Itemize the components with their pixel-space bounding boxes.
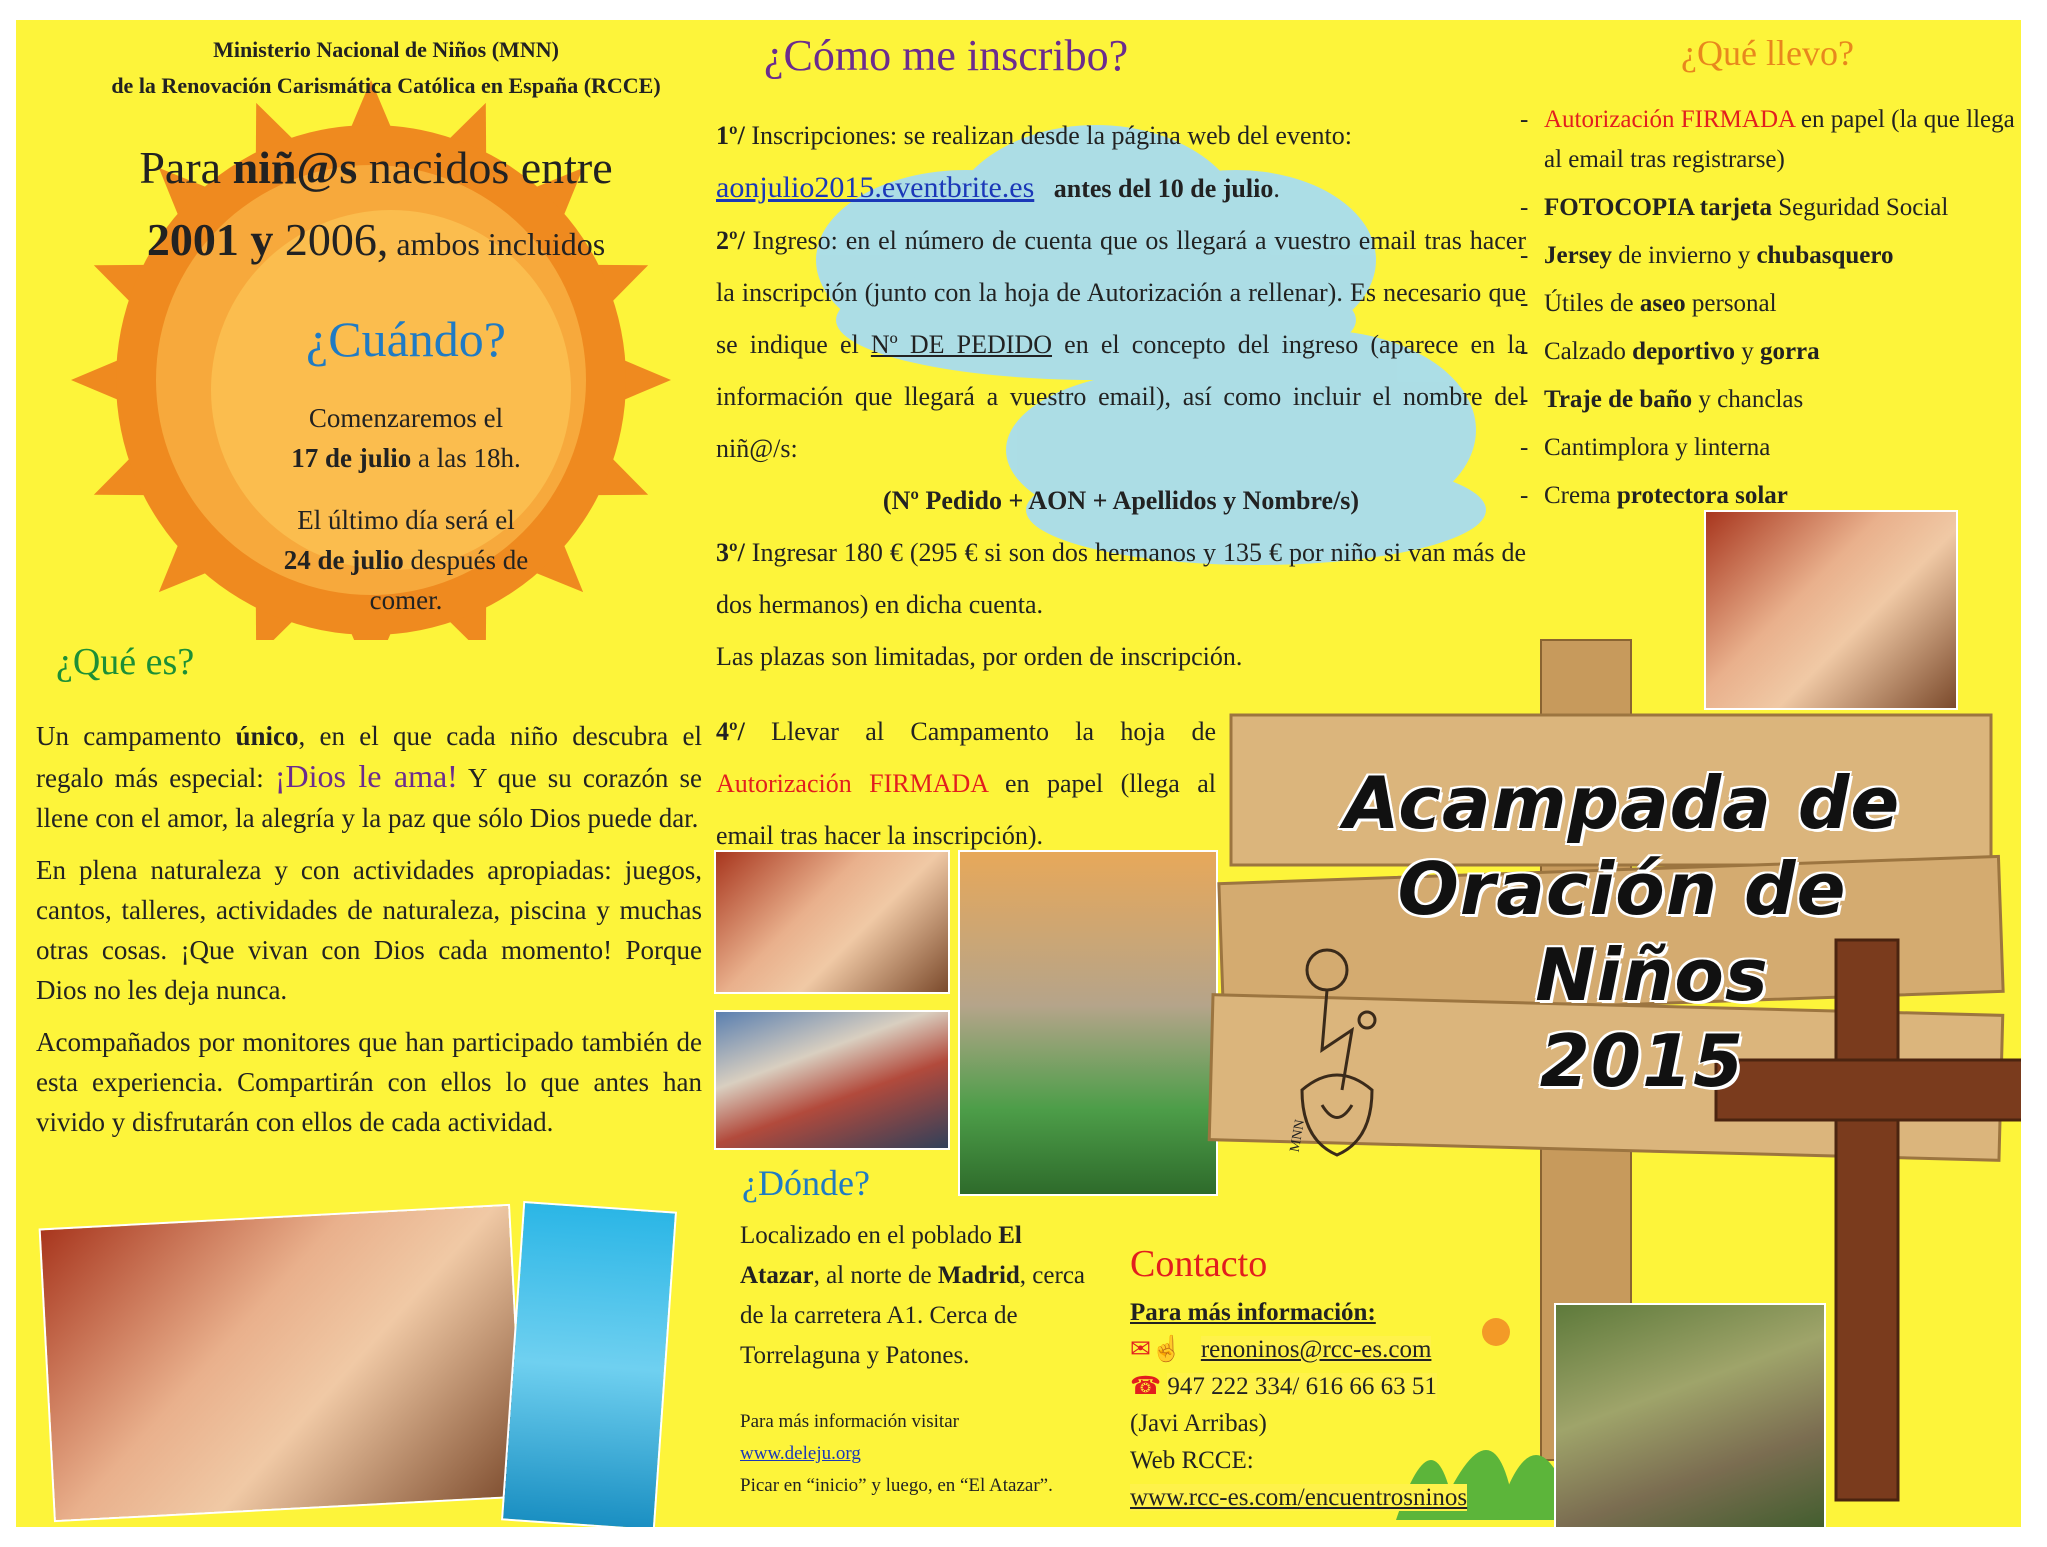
cuando-start-line: Comenzaremos el <box>308 403 504 433</box>
packing-list <box>1516 100 2021 524</box>
cuando-start-date: 17 de julio <box>291 443 412 473</box>
contact-web-link[interactable]: www.rcc-es.com/encuentrosninos <box>1130 1484 1468 1511</box>
camp-title-line-2: Oración de <box>1397 847 1847 931</box>
step-3-number: 3º/ <box>716 538 745 567</box>
donde-city: Madrid <box>937 1262 1020 1289</box>
cuando-end-rest: después de <box>403 545 529 575</box>
que-es-heading: ¿Qué es? <box>56 641 195 683</box>
packing-item-swimsuit <box>1516 380 2021 420</box>
packing-flipflops: y chanclas <box>1692 386 1804 413</box>
packing-jersey-text: de invierno y <box>1612 242 1757 269</box>
step-4-signed-auth: Autorización FIRMADA <box>716 769 988 798</box>
packing-item-jersey <box>1516 236 2021 276</box>
step-4-text-b: en papel (llega al email tras hacer la inscripción). <box>716 769 1217 850</box>
donde-town: El Atazar <box>740 1222 1022 1289</box>
step-2-order-number: Nº DE PEDIDO <box>870 330 1053 359</box>
packing-raincoat: chubasquero <box>1756 242 1894 269</box>
org-affiliation: de la Renovación Carismática Católica en España (RCCE) <box>111 73 661 98</box>
inscribo-steps <box>716 110 1536 683</box>
camp-title-line-4: 2015 <box>1539 1019 1745 1103</box>
photo-microphone <box>716 852 948 992</box>
packing-cream: Crema <box>1544 482 1617 509</box>
contact-phone: 947 222 334/ 616 66 63 51 <box>1167 1373 1437 1400</box>
step-1-text: Inscripciones: se realizan desde la página web del evento: <box>744 121 1352 150</box>
packing-item-sunscreen <box>1516 476 2021 516</box>
que-es-p1-b: , en el que cada niño descubra el regalo más especial: <box>36 721 702 793</box>
audience-suffix: nacidos entre <box>357 142 613 193</box>
audience-years-end: 2006, <box>273 214 389 265</box>
audience-included: ambos incluidos <box>388 226 606 262</box>
audience-prefix: Para <box>139 142 233 193</box>
contact-heading: Contacto <box>1130 1243 1268 1285</box>
packing-sport: deportivo <box>1632 338 1735 365</box>
cuando-end-line: El último día será el <box>297 505 515 535</box>
que-es-p1-c: Y que su corazón se llene con el amor, la alegría y la paz que sólo Dios puede dar. <box>36 763 703 833</box>
audience-kids: niñ@s <box>232 142 358 193</box>
donde-t3: , cerca de la carretera A1. Cerca de Torrelaguna y Patones. <box>740 1262 1086 1369</box>
contact-email-link[interactable]: renoninos@rcc-es.com <box>1200 1336 1432 1363</box>
packing-item-authorization <box>1516 100 2021 180</box>
packing-auth-red: Autorización FIRMADA <box>1544 106 1795 133</box>
mnn-logo-text: MNN <box>1287 1118 1309 1154</box>
packing-toiletries-bold: aseo <box>1639 290 1686 317</box>
que-es-p1-bold: único <box>235 721 299 751</box>
photo-group <box>716 1012 948 1148</box>
packing-toiletries-text: Útiles de <box>1544 290 1640 317</box>
step-1-number: 1º/ <box>716 121 745 150</box>
camp-title-line-1: Acampada de <box>1343 761 1901 845</box>
packing-card-rest: Seguridad Social <box>1771 194 1949 221</box>
packing-item-health-card <box>1516 188 2021 228</box>
cuando-end-last: comer. <box>369 585 443 615</box>
packing-shoes-text: Calzado <box>1544 338 1633 365</box>
contact-phone-row <box>1130 1368 1560 1405</box>
packing-item-shoes <box>1516 332 2021 372</box>
org-header <box>46 32 726 104</box>
step-1-link-line <box>716 162 1536 215</box>
contact-person: (Javi Arribas) <box>1130 1410 1267 1437</box>
photo-river <box>1556 1305 1824 1527</box>
step-4 <box>716 706 1216 862</box>
step-2-text-a: Ingreso: en el número de cuenta que os llegará a vuestro email tras hacer la inscripción (junto con la hoja de Autorización a rellenar). Es necesario que se indique el <box>716 226 1526 359</box>
audience-years: 2001 y <box>146 214 274 265</box>
cuando-end-date: 24 de julio <box>283 545 404 575</box>
packing-jersey: Jersey <box>1544 242 1613 269</box>
cuando-start-time: a las 18h. <box>411 443 521 473</box>
audience-text <box>46 132 706 280</box>
packing-cap: gorra <box>1759 338 1820 365</box>
photo-swimming <box>503 1203 675 1527</box>
donde-t2: , al norte de <box>813 1262 938 1289</box>
camp-title <box>1232 760 2012 1104</box>
que-es-paragraph-1 <box>36 716 702 838</box>
donde-more-text: Para más información visitar <box>740 1411 959 1432</box>
brochure-page <box>16 20 2021 1527</box>
que-es-body <box>36 716 702 1142</box>
eventbrite-link[interactable]: aonjulio2015.eventbrite.es <box>716 171 1035 204</box>
packing-item-toiletries <box>1516 284 2021 324</box>
contact-block <box>1130 1294 1560 1516</box>
step-1-deadline: antes del 10 de julio <box>1053 174 1274 203</box>
photo-adoration <box>41 1206 524 1520</box>
camp-title-line-3: Niños <box>1535 933 1769 1017</box>
phone-icon: ☎ <box>1130 1373 1162 1400</box>
que-es-paragraph-2: En plena naturaleza y con actividades apropiadas: juegos, cantos, talleres, actividades de naturaleza, piscina y muchas otras cosas. ¡Que vivan con Dios cada momento! Porque Dios no les deja nunca. <box>36 855 702 1005</box>
step-2-formula: (Nº Pedido + AON + Apellidos y Nombre/s) <box>882 486 1360 515</box>
packing-swimsuit: Traje de baño <box>1544 386 1693 413</box>
limited-places: Las plazas son limitadas, por orden de inscripción. <box>716 642 1243 671</box>
packing-sun-protector: protectora solar <box>1616 482 1788 509</box>
llevo-heading: ¿Qué llevo? <box>1681 33 1854 73</box>
donde-more-info <box>740 1406 1092 1502</box>
cuando-heading: ¿Cuándo? <box>306 311 506 367</box>
step-2-number: 2º/ <box>716 226 745 255</box>
step-2-text-b: en el concepto del ingreso (aparece en la información que llegará a vuestro email), así como incluir el nombre del niñ@/s: <box>716 330 1526 463</box>
inscribo-heading: ¿Cómo me inscribo? <box>764 31 1129 80</box>
contact-web-label: Web RCCE: <box>1130 1447 1254 1474</box>
deleju-link[interactable]: www.deleju.org <box>740 1443 861 1464</box>
step-2 <box>716 215 1526 475</box>
packing-auth-rest: en papel (la que llega al email tras registrarse) <box>1544 106 2015 173</box>
que-es-p1-highlight: ¡Dios le ama! <box>274 758 458 794</box>
contact-info-label: Para más información: <box>1130 1299 1376 1326</box>
que-es-paragraph-3: Acompañados por monitores que han participado también de esta experiencia. Compartirán con ellos lo que antes han vivido y disfrutarán con ellos de cada actividad. <box>36 1027 702 1137</box>
email-icon: ✉☝ <box>1130 1336 1183 1363</box>
packing-card-bold: FOTOCOPIA tarjeta <box>1544 194 1772 221</box>
step-3 <box>716 527 1526 631</box>
cuando-details <box>216 398 596 620</box>
photo-virgin-statue <box>960 852 1216 1194</box>
donde-note: Picar en “inicio” y luego, en “El Atazar”. <box>740 1475 1053 1496</box>
step-4-text-a: Llevar al Campamento la hoja de <box>744 717 1216 746</box>
donde-body <box>740 1216 1092 1376</box>
donde-t1: Localizado en el poblado <box>740 1222 999 1249</box>
step-1 <box>716 110 1536 162</box>
packing-toiletries-end: personal <box>1685 290 1777 317</box>
step-4-number: 4º/ <box>716 717 745 746</box>
que-es-p1-a: Un campamento <box>36 721 236 751</box>
donde-heading: ¿Dónde? <box>742 1163 870 1203</box>
packing-shoes-mid: y <box>1734 338 1760 365</box>
contact-email-row <box>1130 1331 1560 1368</box>
step-3-text: Ingresar 180 € (295 € si son dos hermanos y 135 € por niño si van más de dos hermanos) en dicha cuenta. <box>716 538 1526 619</box>
packing-item-canteen: - Cantimplora y linterna <box>1516 428 2021 468</box>
org-name: Ministerio Nacional de Niños (MNN) <box>213 37 559 62</box>
step-1-dot: . <box>1273 174 1280 203</box>
